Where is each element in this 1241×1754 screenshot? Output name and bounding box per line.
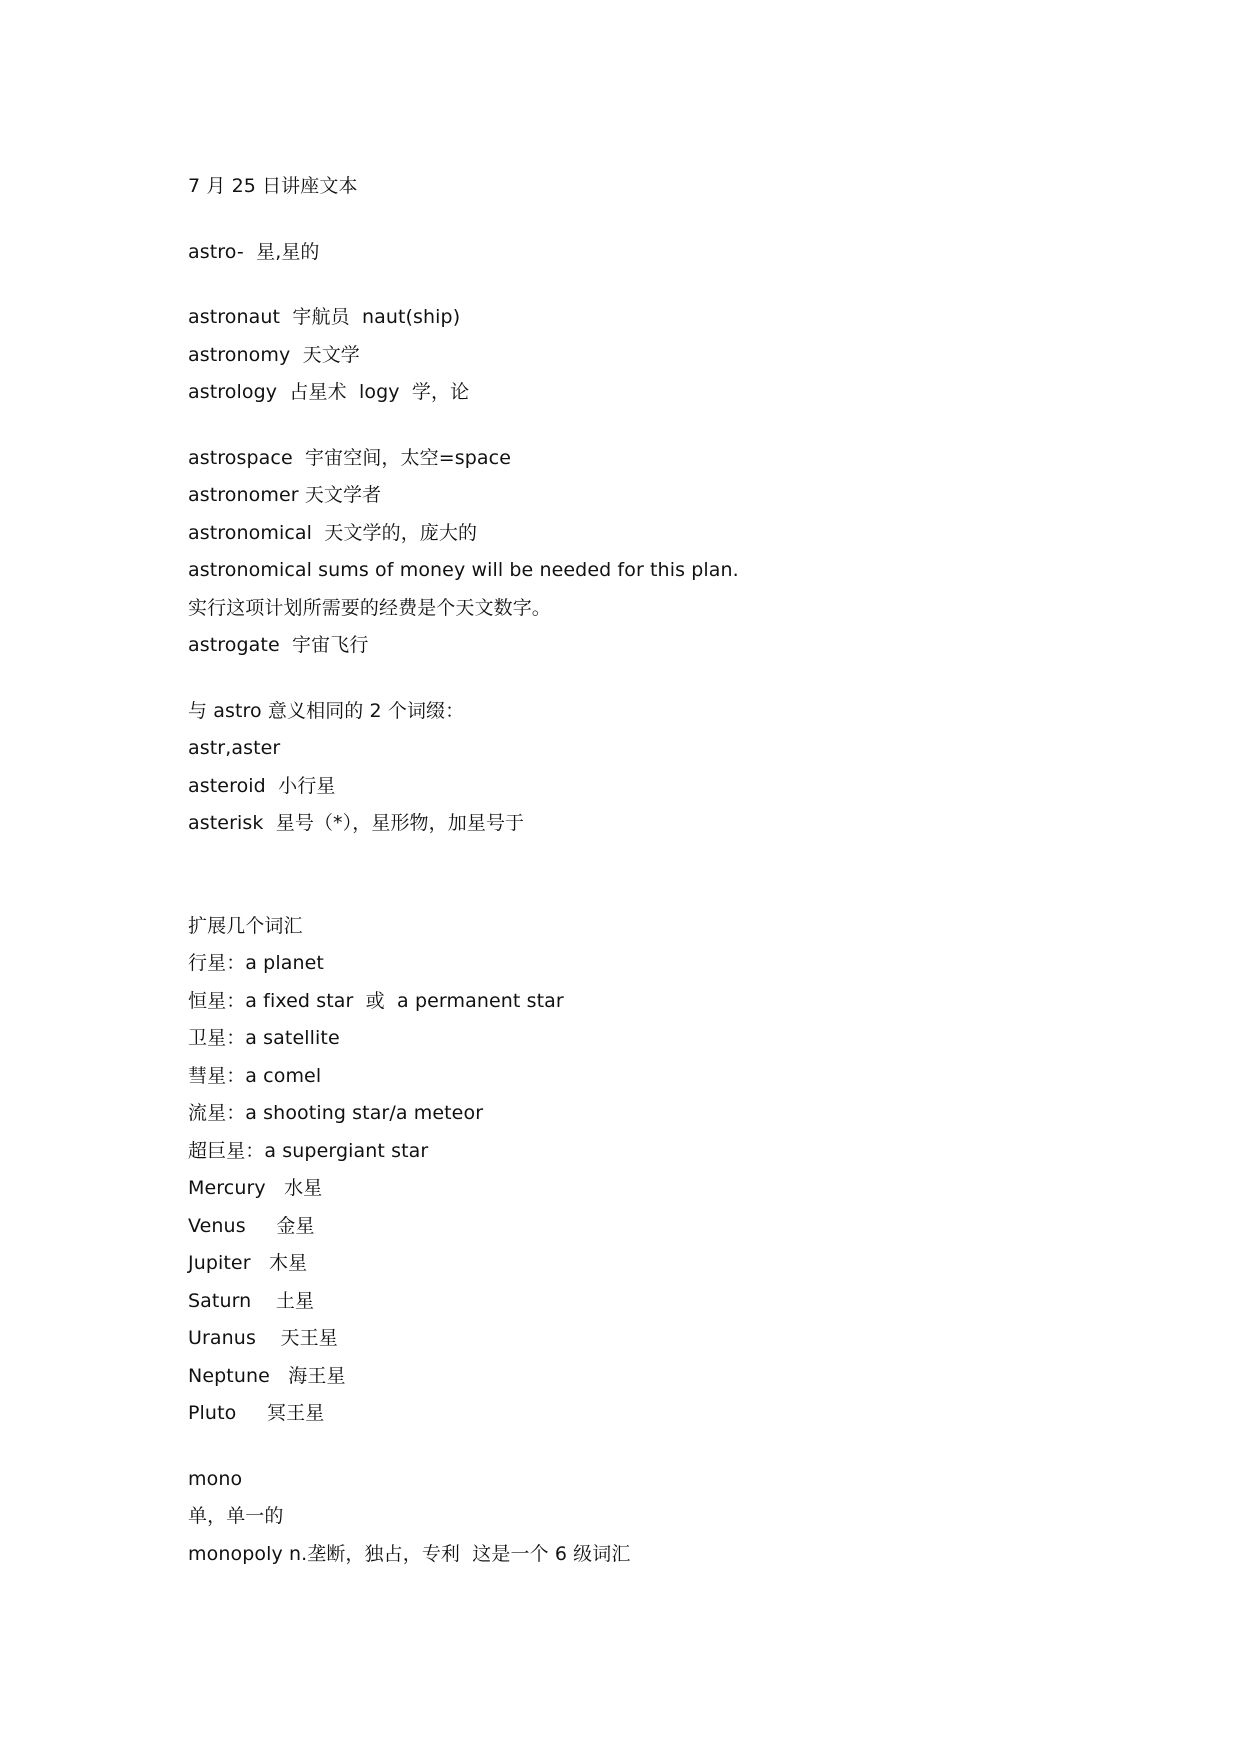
spacer (188, 665, 1168, 693)
planet-line: Pluto 冥王星 (188, 1402, 325, 1424)
vocab-line: astronomical 天文学的，庞大的 (188, 521, 478, 544)
vocab-line: 超巨星：a supergiant star (188, 1139, 429, 1162)
section-heading-extend: 扩展几个词汇 (188, 914, 303, 937)
planet-line: Jupiter 木星 (188, 1252, 308, 1274)
document-body (188, 168, 1168, 1573)
vocab-line: 行星：a planet (188, 952, 324, 974)
astro-group-3 (188, 693, 1168, 843)
vocab-line: 流星：a shooting star/a meteor (188, 1102, 484, 1124)
spacer (188, 412, 1168, 440)
planet-line: Neptune 海王星 (188, 1364, 346, 1387)
astro-group-2 (188, 440, 1168, 665)
spacer (188, 1433, 1168, 1461)
astro-group-1 (188, 299, 1168, 412)
mono-section (188, 1461, 1168, 1574)
vocab-line: astronomer 天文学者 (188, 484, 382, 506)
section-heading-astro: astro- 星,星的 (188, 240, 320, 263)
example-sentence: astronomical sums of money will be needed for this plan. (188, 559, 739, 581)
planet-line: Uranus 天王星 (188, 1327, 338, 1349)
spacer (188, 206, 1168, 234)
vocab-line: astrospace 宇宙空间，太空=space (188, 446, 511, 469)
vocab-line: asterisk 星号（*），星形物，加星号于 (188, 812, 525, 834)
vocab-line: asteroid 小行星 (188, 774, 336, 797)
vocab-line: astrogate 宇宙飞行 (188, 634, 369, 656)
extend-section (188, 908, 1168, 1433)
vocab-line: 单，单一的 (188, 1505, 284, 1527)
vocab-line: 彗星：a comel (188, 1064, 322, 1087)
spacer (188, 843, 1168, 908)
vocab-line: astrology 占星术 logy 学，论 (188, 381, 470, 403)
vocab-line: astronomy 天文学 (188, 343, 360, 366)
vocab-line: 恒星：a fixed star 或 a permanent star (188, 989, 564, 1012)
vocab-line: astr,aster (188, 737, 281, 759)
document-title: 7 月 25 日讲座文本 (188, 175, 358, 197)
vocab-line: monopoly n.垄断，独占，专利 这是一个 6 级词汇 (188, 1542, 631, 1565)
planet-line: Venus 金星 (188, 1214, 315, 1237)
example-translation: 实行这项计划所需要的经费是个天文数字。 (188, 596, 551, 619)
section-heading-mono: mono (188, 1467, 243, 1490)
planet-line: Mercury 水星 (188, 1177, 323, 1199)
vocab-line: astronaut 宇航员 naut(ship) (188, 306, 461, 328)
affix-note: 与 astro 意义相同的 2 个词缀： (188, 699, 465, 722)
spacer (188, 271, 1168, 299)
vocab-line: 卫星：a satellite (188, 1027, 340, 1049)
planet-line: Saturn 土星 (188, 1289, 315, 1312)
